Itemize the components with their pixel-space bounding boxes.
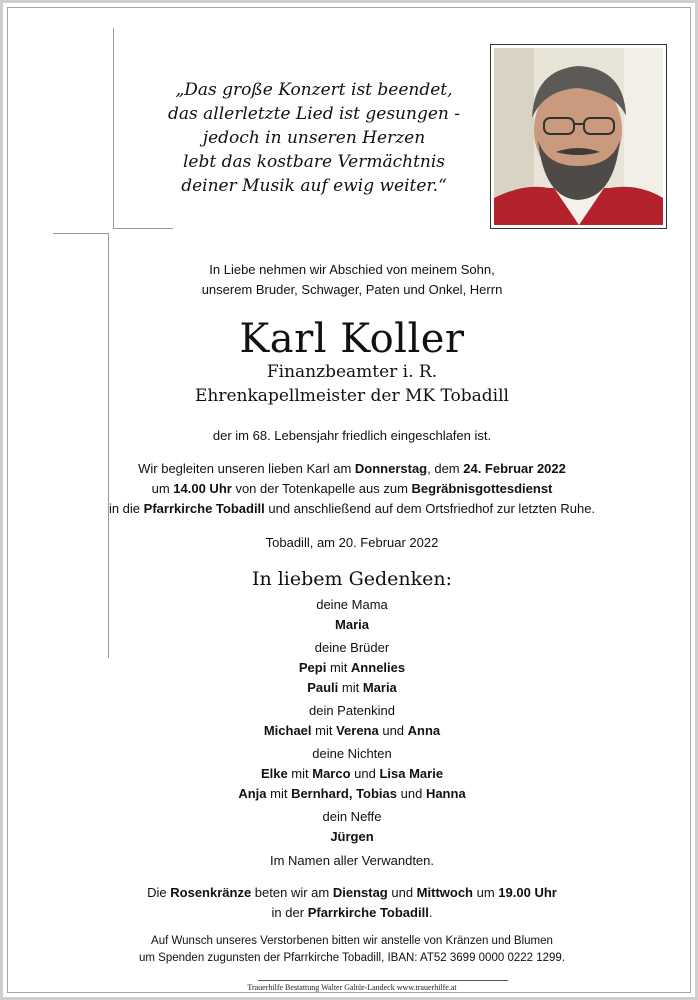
rosary-time: 19.00 Uhr <box>498 885 557 900</box>
rosary-keyword: Rosenkränze <box>170 885 252 900</box>
rosary-text: und <box>387 885 417 900</box>
funeral-text: und anschließend auf dem Ortsfriedhof zur letzten Ruhe. <box>264 501 596 516</box>
family-name: Anna <box>407 723 441 738</box>
cross-arm-lower <box>53 233 108 234</box>
cross-line-upper <box>113 28 114 228</box>
funeral-text: Wir begleiten unseren lieben Karl am <box>138 461 355 476</box>
funeral-church: Pfarrkirche Tobadill <box>143 501 265 516</box>
family-label: deine Brüder <box>314 640 390 655</box>
family-text: mit <box>287 766 313 781</box>
family-name: Pepi <box>298 660 327 675</box>
intro-line: In Liebe nehmen wir Abschied von meinem Sohn, <box>209 262 495 277</box>
rosary-text: Die <box>147 885 171 900</box>
family-text: und <box>378 723 408 738</box>
rosary-line-1 <box>3 883 698 903</box>
donation-line: Auf Wunsch unseres Verstorbenen bitten wir anstelle von Kränzen und Blumen <box>151 935 553 947</box>
rosary-day: Mittwoch <box>416 885 473 900</box>
rosary-info <box>3 883 698 923</box>
funeral-text: , dem <box>427 461 464 476</box>
rosary-text: . <box>428 905 433 920</box>
family-text: und <box>350 766 380 781</box>
family-text: mit <box>326 660 351 675</box>
family-name: Elke <box>260 766 288 781</box>
rosary-church: Pfarrkirche Tobadill <box>307 905 429 920</box>
family-name: Lisa Marie <box>379 766 444 781</box>
family-label: dein Patenkind <box>308 703 395 718</box>
family-member <box>3 721 698 741</box>
family-member <box>3 764 698 784</box>
donation-note <box>3 933 698 967</box>
funeral-date: 24. Februar 2022 <box>463 461 566 476</box>
rosary-line-2 <box>3 903 698 923</box>
relatives-note: Im Namen aller Verwandten. <box>269 853 435 868</box>
funeral-line-1 <box>3 459 698 479</box>
deceased-honor: Ehrenkapellmeister der MK Tobadill <box>195 386 509 406</box>
donation-line: um Spenden zugunsten der Pfarrkirche Tobadill, IBAN: AT52 3699 0000 0222 1299. <box>139 952 565 964</box>
funeral-day: Donnerstag <box>354 461 428 476</box>
family-name: Marco <box>312 766 351 781</box>
family-name: Annelies <box>350 660 406 675</box>
quote-line: das allerletzte Lied ist gesungen - <box>168 104 460 124</box>
family-member: Maria <box>335 617 369 632</box>
rosary-day: Dienstag <box>332 885 388 900</box>
family-name: Pauli <box>307 680 339 695</box>
family-label: dein Neffe <box>322 809 382 824</box>
funeral-info <box>3 459 698 519</box>
funeral-service: Begräbnisgottesdienst <box>411 481 553 496</box>
rosary-text: in der <box>271 905 308 920</box>
funeral-text: in die <box>108 501 144 516</box>
intro-line: unserem Bruder, Schwager, Paten und Onkel, Herrn <box>201 282 503 297</box>
family-label: deine Mama <box>316 597 388 612</box>
memorial-quote <box>153 78 475 198</box>
family-name: Bernhard, Tobias <box>291 786 398 801</box>
portrait-photo <box>494 48 663 225</box>
deceased-name: Karl Koller <box>239 316 465 362</box>
quote-line: jedoch in unseren Herzen <box>202 128 426 148</box>
funeral-line-2 <box>3 479 698 499</box>
family-text: mit <box>311 723 337 738</box>
rosary-text: beten wir am <box>251 885 333 900</box>
rosary-text: um <box>473 885 499 900</box>
family-member: Jürgen <box>330 829 374 844</box>
family-name: Michael <box>263 723 312 738</box>
funeral-line-3 <box>3 499 698 519</box>
family-list <box>3 595 698 847</box>
family-name: Maria <box>362 680 397 695</box>
place-date: Tobadill, am 20. Februar 2022 <box>265 535 439 550</box>
family-name: Hanna <box>425 786 466 801</box>
family-label: deine Nichten <box>312 746 392 761</box>
family-text: und <box>397 786 426 801</box>
family-text: mit <box>266 786 292 801</box>
quote-line: lebt das kostbare Vermächtnis <box>182 152 446 172</box>
family-name: Verena <box>336 723 379 738</box>
cross-arm-upper <box>113 228 173 229</box>
footer-credit: Trauerhilfe Bestattung Walter Galtür-Landeck www.trauerhilfe.at <box>247 983 457 992</box>
quote-line: „Das große Konzert ist beendet, <box>175 80 453 100</box>
quote-line: deiner Musik auf ewig weiter.“ <box>181 176 447 196</box>
deceased-title: Finanzbeamter i. R. <box>266 362 438 382</box>
family-text: mit <box>338 680 363 695</box>
memorial-heading: In liebem Gedenken: <box>251 568 453 590</box>
funeral-text: von der Totenkapelle aus zum <box>231 481 412 496</box>
death-notice: der im 68. Lebensjahr friedlich eingeschlafen ist. <box>212 428 492 443</box>
footer-divider <box>258 980 508 981</box>
family-name: Anja <box>238 786 267 801</box>
family-member <box>3 784 698 804</box>
funeral-text: um <box>151 481 174 496</box>
family-member <box>3 658 698 678</box>
family-member <box>3 678 698 698</box>
intro-text <box>3 260 698 300</box>
portrait-frame <box>490 44 667 229</box>
funeral-time: 14.00 Uhr <box>173 481 232 496</box>
